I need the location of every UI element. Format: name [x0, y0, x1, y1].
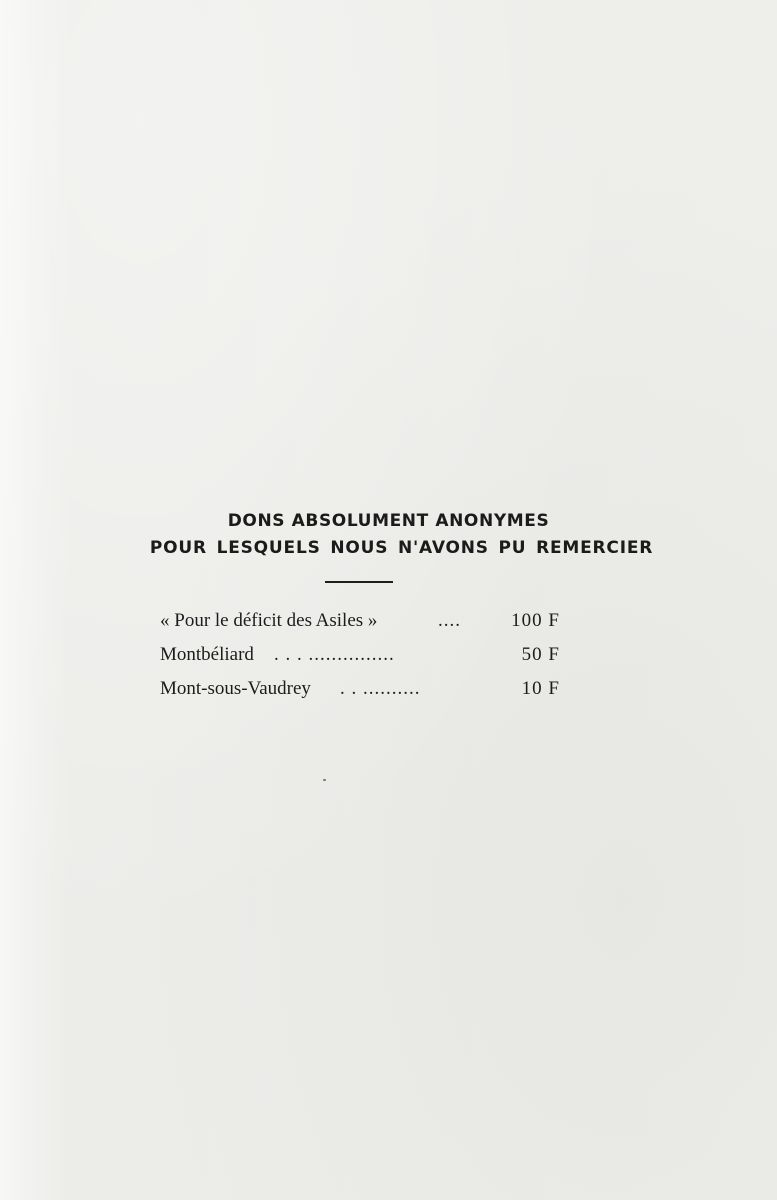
donation-label: « Pour le déficit des Asiles » [160, 610, 378, 631]
paper-speck [323, 779, 326, 781]
donation-amount: 10 F [521, 678, 560, 699]
heading-line-1: DONS ABSOLUMENT ANONYMES [227, 511, 550, 531]
dot-leaders: .... [438, 610, 461, 631]
donation-entry [160, 638, 560, 672]
donation-list [160, 604, 560, 706]
donation-entry [160, 672, 560, 706]
donation-label: Mont-sous-Vaudrey [160, 678, 311, 699]
donation-entry [160, 604, 560, 638]
donation-amount: 50 F [521, 644, 560, 665]
donations-heading [0, 508, 777, 562]
donation-amount: 100 F [511, 610, 560, 631]
heading-line-2: POUR LESQUELS NOUS N'AVONS PU REMERCIER [149, 538, 654, 558]
dot-leaders: . . .......... [340, 678, 421, 699]
dot-leaders: . . . ............... [274, 644, 395, 665]
donation-label: Montbéliard [160, 644, 254, 665]
heading-divider [325, 581, 393, 583]
